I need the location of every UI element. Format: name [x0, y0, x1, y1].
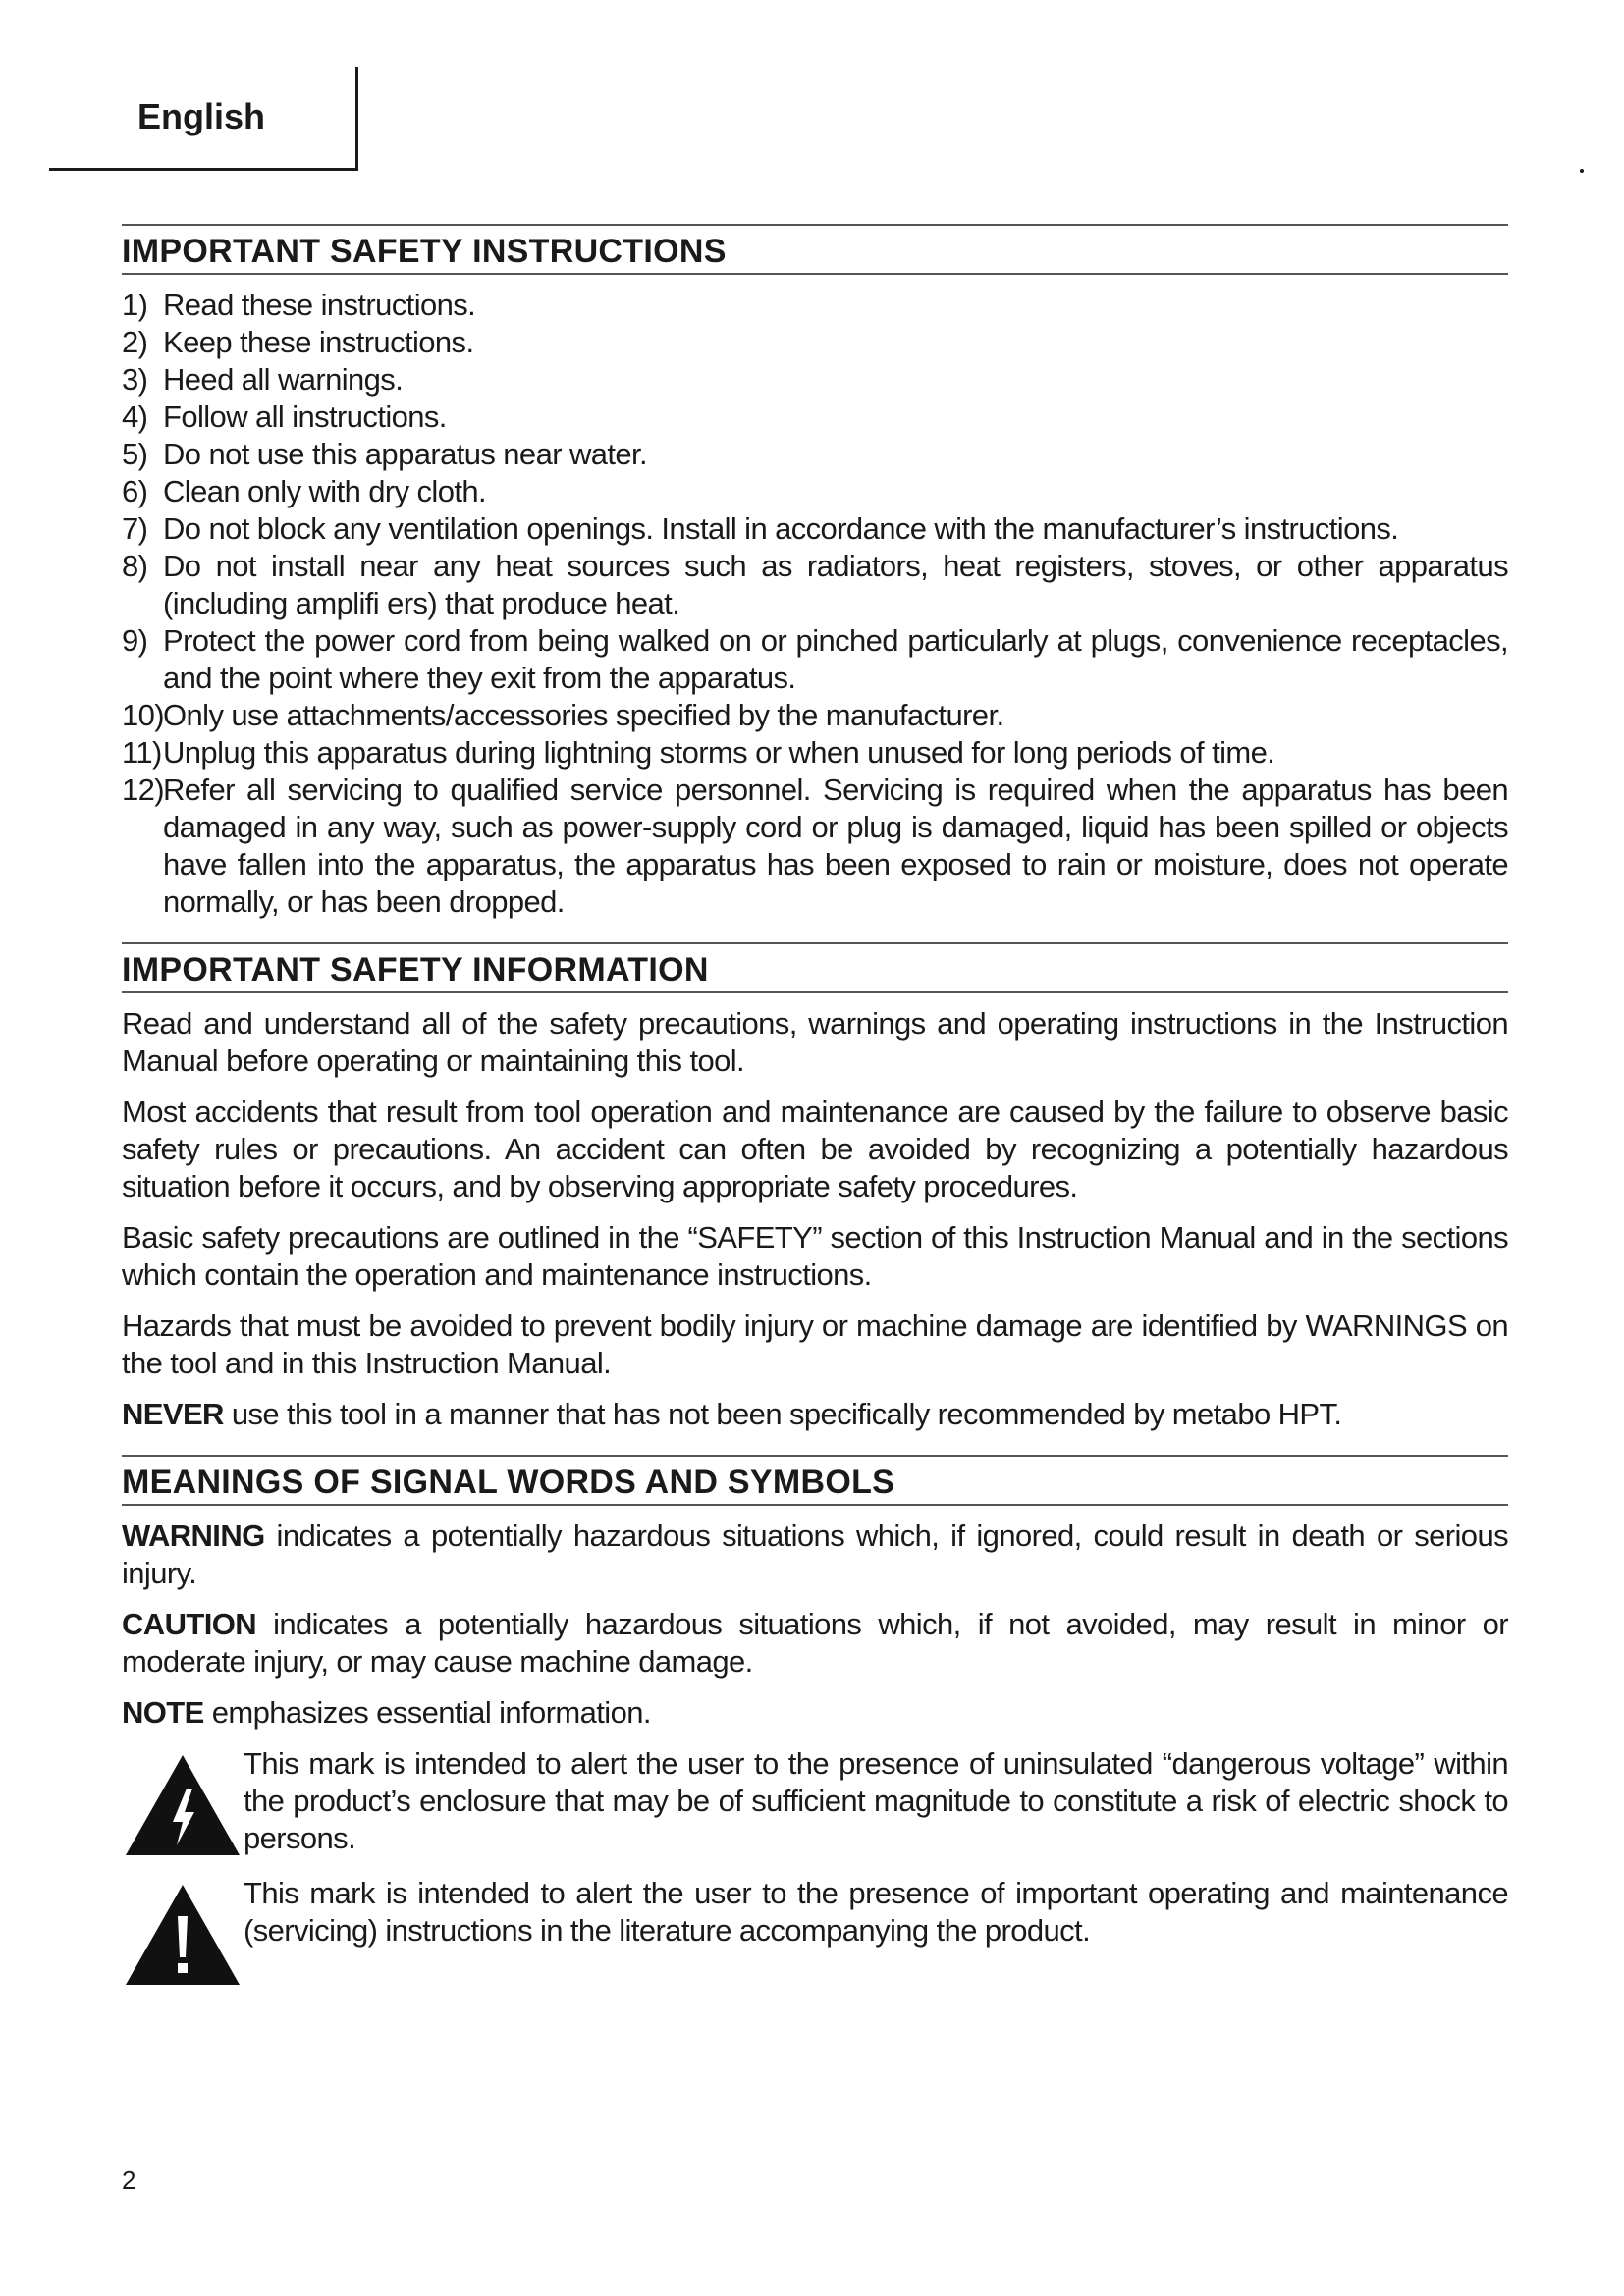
list-text: Unplug this apparatus during lightning storms or when unused for long periods of time.: [163, 735, 1275, 770]
list-text: Follow all instructions.: [163, 400, 447, 434]
note-definition: [122, 1694, 1508, 1732]
list-item: [122, 324, 1508, 361]
list-item: [122, 287, 1508, 324]
heading-signal-words: MEANINGS OF SIGNAL WORDS AND SYMBOLS: [122, 1455, 1508, 1506]
list-item: [122, 510, 1508, 548]
list-item: [122, 436, 1508, 473]
never-text: use this tool in a manner that has not been specifically recommended by metabo HPT.: [223, 1397, 1342, 1431]
warning-text: indicates a potentially hazardous situations which, if ignored, could result in death or serious injury.: [122, 1519, 1508, 1590]
list-text: Read these instructions.: [163, 288, 476, 322]
note-text: emphasizes essential information.: [203, 1695, 651, 1730]
list-text: Only use attachments/accessories specified by the manufacturer.: [163, 698, 1004, 732]
warning-definition: [122, 1518, 1508, 1592]
list-text: Protect the power cord from being walked on or pinched particularly at plugs, convenience receptacles, and the point where they exit from the apparatus.: [163, 623, 1508, 695]
list-number: 3): [122, 362, 148, 397]
warning-keyword: WARNING: [122, 1519, 265, 1553]
attention-symbol-text: This mark is intended to alert the user to the presence of important operating and maintenance (servicing) instructions in the literature accompanying the product.: [244, 1876, 1508, 1948]
info-paragraph-2: Most accidents that result from tool operation and maintenance are caused by the failure to observe basic safety rules or precautions. An accident can often be avoided by recognizing a potentially hazardous situation before it occurs, and by observing appropriate safety procedures.: [122, 1095, 1508, 1203]
list-text: Heed all warnings.: [163, 362, 404, 397]
list-number: 12): [122, 773, 165, 807]
voltage-symbol-row: [122, 1745, 1508, 1859]
list-item: [122, 399, 1508, 436]
list-number: 1): [122, 288, 148, 322]
caution-text: indicates a potentially hazardous situations which, if not avoided, may result in minor or moderate injury, or may cause machine damage.: [122, 1607, 1508, 1679]
exclamation-warning-icon: [122, 1881, 244, 1989]
stray-mark: [1580, 169, 1584, 173]
list-text: Clean only with dry cloth.: [163, 474, 487, 508]
list-item: [122, 361, 1508, 399]
list-item: [122, 772, 1508, 921]
info-paragraph-3: Basic safety precautions are outlined in the “SAFETY” section of this Instruction Manual and in the sections which contain the operation and maintenance instructions.: [122, 1220, 1508, 1292]
list-text: Do not block any ventilation openings. Install in accordance with the manufacturer’s instructions.: [163, 511, 1399, 546]
list-item: [122, 734, 1508, 772]
info-paragraph-1: Read and understand all of the safety precautions, warnings and operating instructions in the Instruction Manual before operating or maintaining this tool.: [122, 1006, 1508, 1078]
list-number: 5): [122, 437, 148, 471]
list-text: Keep these instructions.: [163, 325, 474, 359]
language-label: English: [137, 96, 266, 136]
list-number: 7): [122, 511, 148, 546]
attention-symbol-row: [122, 1875, 1508, 1989]
caution-definition: [122, 1606, 1508, 1681]
page-number: 2: [122, 2165, 136, 2195]
page-content: [122, 224, 1508, 2004]
heading-safety-information: IMPORTANT SAFETY INFORMATION: [122, 942, 1508, 993]
info-paragraph-never: [122, 1396, 1508, 1433]
instructions-list: [122, 287, 1508, 921]
list-item: [122, 622, 1508, 697]
information-body: [122, 1005, 1508, 1433]
electric-shock-warning-icon: [122, 1751, 244, 1859]
language-tab: [49, 67, 358, 171]
list-number: 10): [122, 698, 165, 732]
list-text: Do not use this apparatus near water.: [163, 437, 648, 471]
note-keyword: NOTE: [122, 1695, 204, 1730]
list-text: Refer all servicing to qualified service personnel. Servicing is required when the apparatus has been damaged in any way, such as power-supply cord or plug is damaged, liquid has been spilled or objects have fallen into the apparatus, the apparatus has been exposed to rain or moisture, does not operate normally, or has been dropped.: [163, 773, 1508, 919]
heading-safety-instructions: IMPORTANT SAFETY INSTRUCTIONS: [122, 224, 1508, 275]
list-item: [122, 697, 1508, 734]
list-number: 4): [122, 400, 148, 434]
list-item: [122, 473, 1508, 510]
signal-words-body: [122, 1518, 1508, 1989]
caution-keyword: CAUTION: [122, 1607, 257, 1641]
list-number: 9): [122, 623, 148, 658]
never-keyword: NEVER: [122, 1397, 224, 1431]
voltage-symbol-text: This mark is intended to alert the user to the presence of uninsulated “dangerous voltage” within the product’s enclosure that may be of sufficient magnitude to constitute a risk of electric shock to persons.: [244, 1746, 1508, 1855]
info-paragraph-4: Hazards that must be avoided to prevent bodily injury or machine damage are identified by WARNINGS on the tool and in this Instruction Manual.: [122, 1308, 1508, 1380]
list-number: 6): [122, 474, 148, 508]
list-item: [122, 548, 1508, 622]
list-number: 2): [122, 325, 148, 359]
list-text: Do not install near any heat sources such as radiators, heat registers, stoves, or other apparatus (including amplifi ers) that produce heat.: [163, 549, 1508, 620]
list-number: 8): [122, 549, 148, 583]
list-number: 11): [122, 735, 162, 770]
